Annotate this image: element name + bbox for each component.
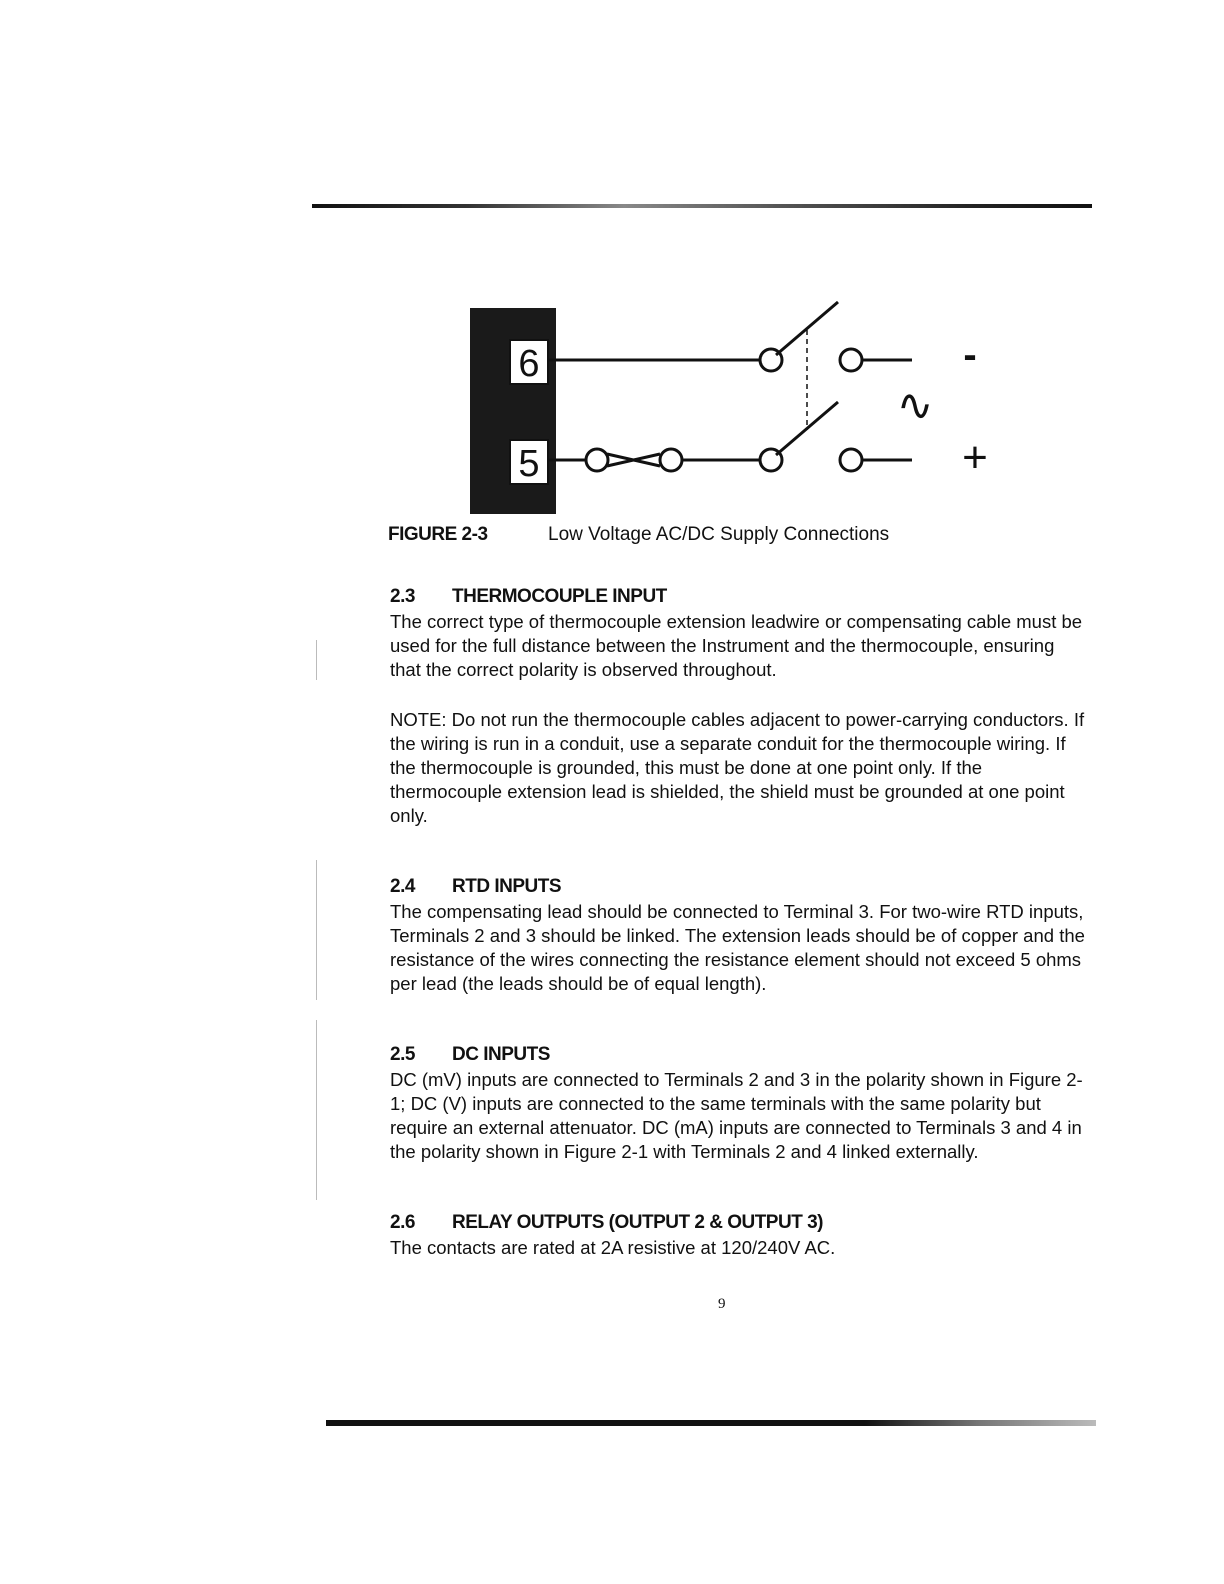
switch-blade-bottom xyxy=(776,402,838,455)
section-paragraph: The compensating lead should be connected to Terminal 3. For two-wire RTD inputs, Terminals 2 and 3 should be linked. The extension leads should be of copper and the resistance of the wires connecting the resistance element should not exceed 5 ohms per lead (the leads should be of equal length). xyxy=(390,901,1085,994)
section-paragraph: The contacts are rated at 2A resistive at 120/240V AC. xyxy=(390,1237,836,1258)
section-relay-outputs xyxy=(390,1212,1090,1260)
fuse-icon xyxy=(607,454,660,466)
section-title: RELAY OUTPUTS (OUTPUT 2 & OUTPUT 3) xyxy=(452,1212,823,1233)
figure-label: FIGURE 2-3 xyxy=(388,524,488,545)
page-number: 9 xyxy=(718,1296,726,1312)
scan-mark xyxy=(316,1020,317,1200)
switch-blade-top xyxy=(776,302,838,355)
scan-mark xyxy=(316,860,317,1000)
scan-mark xyxy=(316,640,317,680)
section-title: RTD INPUTS xyxy=(452,876,561,897)
supply-connection-diagram xyxy=(460,290,1000,520)
figure-caption-text: Low Voltage AC/DC Supply Connections xyxy=(548,524,890,545)
section-number: 2.3 xyxy=(390,586,415,607)
section-heading xyxy=(390,876,1090,898)
section-paragraph: DC (mV) inputs are connected to Terminals 2 and 3 in the polarity shown in Figure 2-1; DC (V) inputs are connected to the same terminals with the same polarity but require an external attenuator. DC (mA) inputs are connected to Terminals 3 and 4 in the polarity shown in Figure 2-1 with Terminals 2 and 4 linked externally. xyxy=(390,1069,1083,1162)
section-number: 2.4 xyxy=(390,876,415,897)
fuse-contact-left xyxy=(586,449,608,471)
terminal-6-label: 6 xyxy=(518,343,540,385)
switch-contact-bottom-right xyxy=(840,449,862,471)
section-heading xyxy=(390,1044,1090,1066)
section-rtd-inputs xyxy=(390,876,1090,996)
figure-caption xyxy=(388,524,889,546)
ac-symbol: ∿ xyxy=(896,380,934,431)
section-heading xyxy=(390,586,1090,608)
section-number: 2.6 xyxy=(390,1212,415,1233)
note-paragraph: NOTE: Do not run the thermocouple cables adjacent to power-carrying conductors. If the wiring is run in a conduit, use a separate conduit for the thermocouple wiring. If the thermocouple is grounded, this must be done at one point only. If the thermocouple extension lead is shielded, the shield must be grounded at one point only. xyxy=(390,709,1085,826)
switch-contact-top-right xyxy=(840,349,862,371)
section-paragraph: The correct type of thermocouple extension leadwire or compensating cable must be used for the full distance between the Instrument and the thermocouple, ensuring that the correct polarity is observed throughout. xyxy=(390,611,1083,680)
section-thermocouple-input xyxy=(390,586,1090,828)
section-title: DC INPUTS xyxy=(452,1044,550,1065)
section-number: 2.5 xyxy=(390,1044,415,1065)
section-title: THERMOCOUPLE INPUT xyxy=(452,586,667,607)
fuse-contact-right xyxy=(660,449,682,471)
section-heading xyxy=(390,1212,1090,1234)
terminal-5-label: 5 xyxy=(518,443,540,485)
section-dc-inputs xyxy=(390,1044,1090,1164)
bottom-rule xyxy=(326,1420,1096,1426)
top-rule xyxy=(312,204,1092,208)
minus-sign: - xyxy=(963,333,977,377)
plus-sign: + xyxy=(962,433,988,482)
